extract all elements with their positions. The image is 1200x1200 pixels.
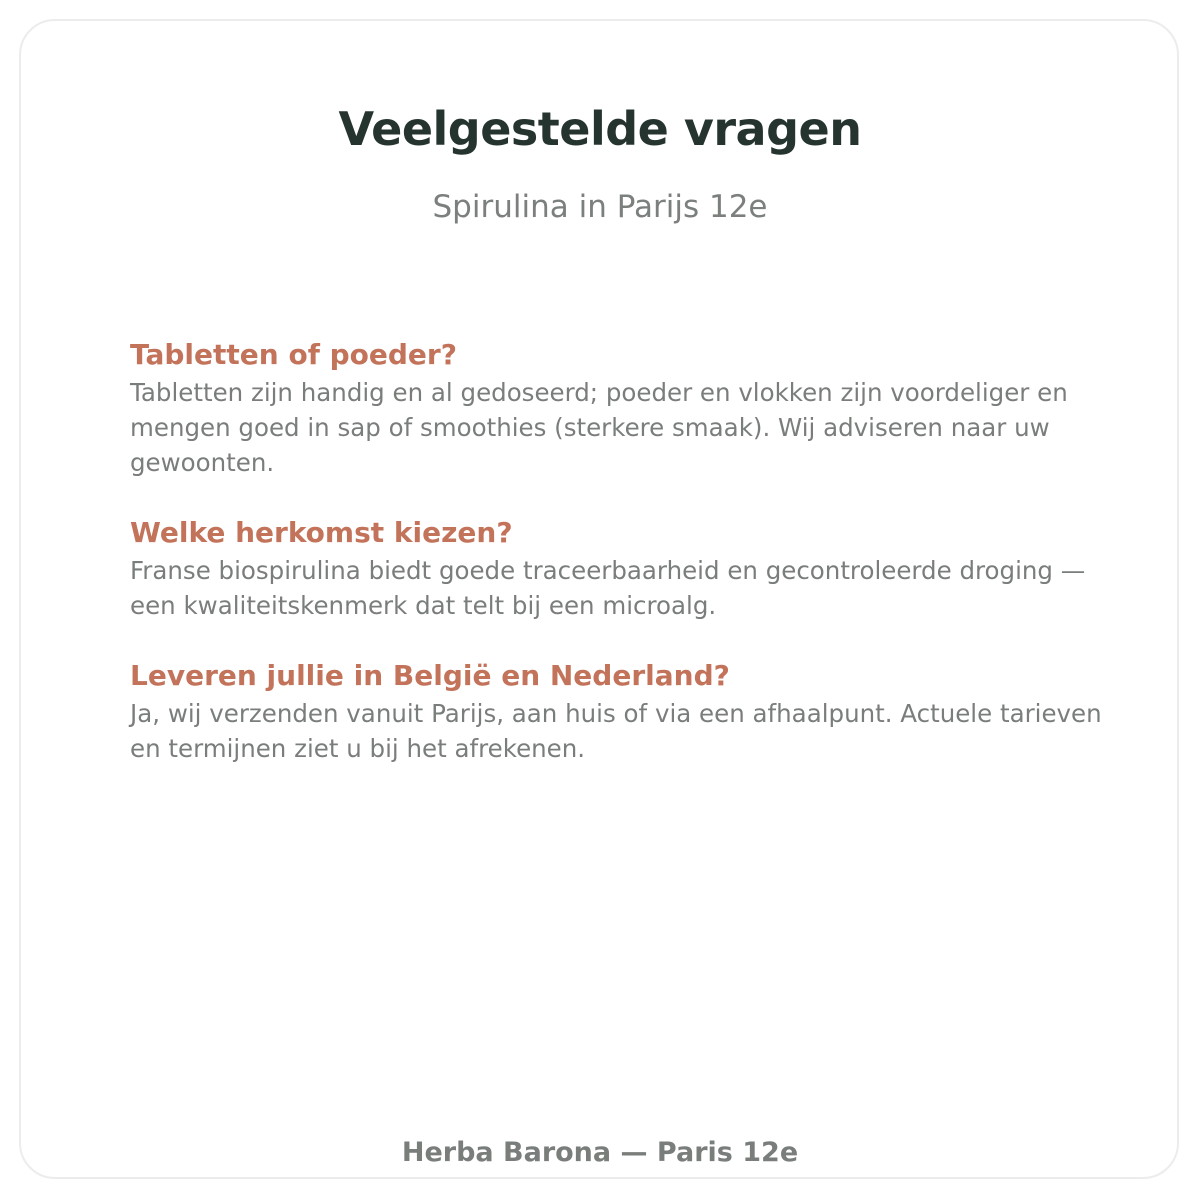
faq-answer: Franse biospirulina biedt goede traceerbaarheid en gecontroleerde droging — een kwaliteitskenmerk dat telt bij een microalg.: [130, 556, 1086, 620]
faq-question: Welke herkomst kiezen?: [130, 516, 513, 549]
page-title: Veelgestelde vragen: [338, 102, 862, 156]
footer-brand: Herba Barona — Paris 12e: [401, 1137, 799, 1168]
faq-list: [130, 336, 1120, 800]
faq-question: Leveren jullie in België en Nederland?: [130, 659, 730, 692]
faq-answer: Ja, wij verzenden vanuit Parijs, aan huis of via een afhaalpunt. Actuele tarieven en termijnen ziet u bij het afrekenen.: [130, 699, 1102, 763]
faq-item-format: [130, 336, 1120, 480]
faq-item-origin: [130, 514, 1120, 623]
faq-question: Tabletten of poeder?: [130, 338, 457, 371]
faq-item-delivery: [130, 657, 1120, 766]
faq-answer: Tabletten zijn handig en al gedoseerd; poeder en vlokken zijn voordeliger en mengen goed in sap of smoothies (sterkere smaak). Wij adviseren naar uw gewoonten.: [130, 378, 1068, 477]
page-subtitle: Spirulina in Parijs 12e: [432, 189, 768, 225]
